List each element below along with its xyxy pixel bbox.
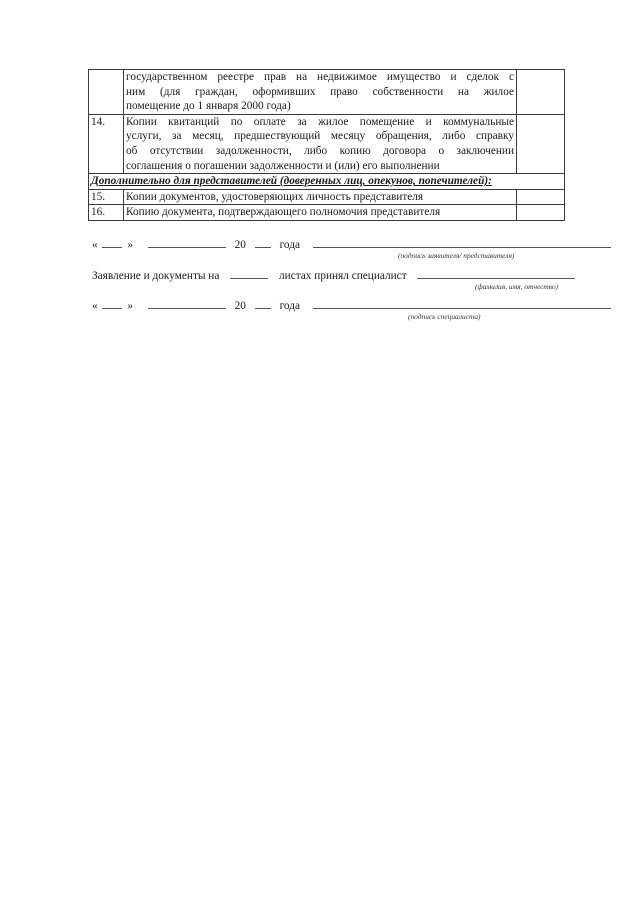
row-number	[89, 70, 124, 115]
quote-close: »	[127, 300, 133, 312]
applicant-date-line	[92, 237, 611, 252]
applicant-signature-field[interactable]	[313, 237, 611, 248]
applicant-signature-hint: (подпись заявителя/ представителя)	[398, 251, 515, 260]
table-row	[89, 114, 565, 173]
specialist-name-field[interactable]	[417, 268, 575, 279]
day-field[interactable]	[102, 237, 122, 248]
documents-table	[88, 69, 565, 221]
specialist-signature-hint: (подпись специалиста)	[408, 312, 481, 321]
row-description	[124, 114, 517, 173]
day-field[interactable]	[102, 298, 122, 309]
acceptance-line	[92, 268, 575, 283]
table-row	[89, 70, 565, 115]
row-text-line: помещение до 1 января 2000 года)	[126, 100, 291, 113]
row-text-line: Копии квитанций по оплате за жилое помещение и коммунальные	[126, 115, 514, 128]
table-row	[89, 189, 565, 205]
specialist-signature-field[interactable]	[313, 298, 611, 309]
row-description	[124, 70, 517, 115]
row-text-line: об отсутствии задолженности, либо копию договора о заключении	[126, 144, 514, 157]
row-text-line: услуги, за месяц, предшествующий месяцу обращения, либо справку	[126, 130, 514, 143]
specialist-name-hint: (фамилия, имя, отчество)	[475, 282, 559, 291]
quote-open: «	[92, 239, 98, 251]
year-word: года	[279, 300, 301, 312]
checkbox-cell[interactable]	[517, 114, 565, 173]
row-number: 16.	[89, 205, 124, 221]
table-row	[89, 205, 565, 221]
row-text-line: государственном реестре прав на недвижимое имущество и сделок с	[126, 71, 514, 83]
row-description: Копии документов, удостоверяющих личность представителя	[124, 189, 517, 205]
sheets-count-field[interactable]	[230, 268, 268, 279]
row-number: 14.	[89, 114, 124, 173]
acceptance-text-before: Заявление и документы на	[92, 270, 220, 282]
year-field[interactable]	[255, 298, 271, 309]
row-text-line: соглашения о погашении задолженности и (или) его выполнении	[126, 159, 440, 172]
checkbox-cell[interactable]	[517, 205, 565, 221]
row-text-line: ним (для граждан, оформивших право собственности на жилое	[126, 85, 514, 98]
month-field[interactable]	[148, 237, 226, 248]
quote-open: «	[92, 300, 98, 312]
year-prefix: 20	[234, 300, 246, 312]
year-field[interactable]	[255, 237, 271, 248]
year-word: года	[279, 239, 301, 251]
checkbox-cell[interactable]	[517, 70, 565, 115]
section-header: Дополнительно для представителей (доверенных лиц, опекунов, попечителей):	[89, 174, 565, 190]
specialist-date-line	[92, 298, 611, 313]
row-description: Копию документа, подтверждающего полномочия представителя	[124, 205, 517, 221]
acceptance-text-after: листах принял специалист	[279, 270, 407, 282]
section-header-row	[89, 174, 565, 190]
checkbox-cell[interactable]	[517, 189, 565, 205]
quote-close: »	[127, 239, 133, 251]
month-field[interactable]	[148, 298, 226, 309]
year-prefix: 20	[234, 239, 246, 251]
row-number: 15.	[89, 189, 124, 205]
